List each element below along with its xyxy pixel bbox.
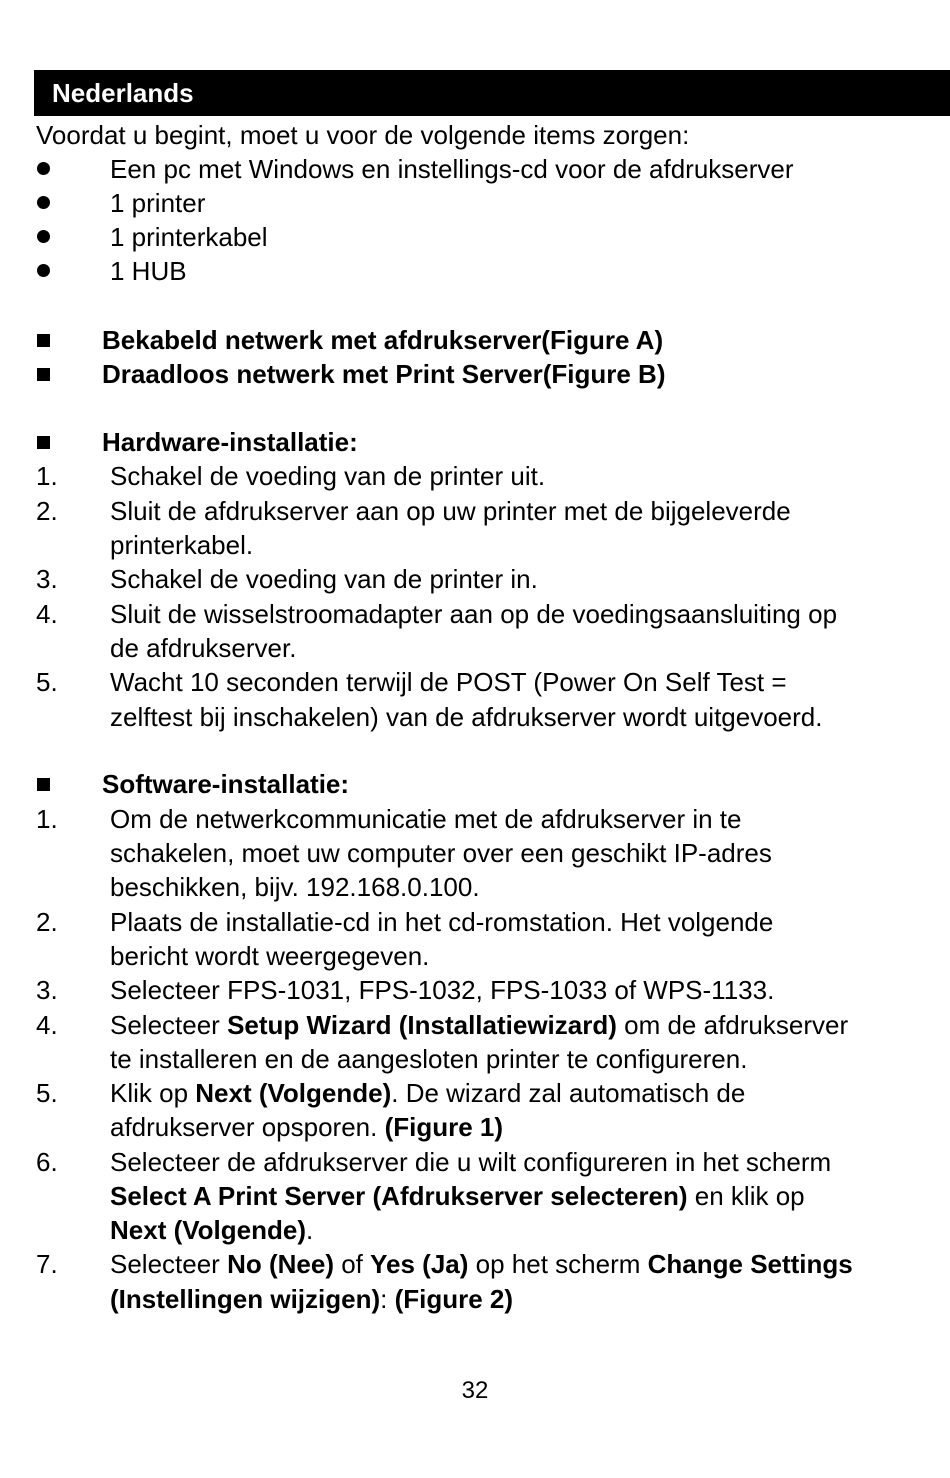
requirement-item: 1 printer <box>110 188 206 218</box>
step-number: 5. <box>36 1078 58 1108</box>
text-run: op het scherm <box>468 1249 648 1279</box>
software-step-text <box>110 1076 745 1110</box>
bullet-square-icon <box>37 334 50 347</box>
bullet-dot-icon <box>37 230 50 243</box>
network-item-wired: Bekabeld netwerk met afdrukserver(Figure A) <box>102 325 664 355</box>
software-step-text <box>110 1282 513 1316</box>
software-step-text <box>110 1008 848 1042</box>
figure-reference: (Figure 1) <box>384 1112 504 1142</box>
text-run: of <box>333 1249 371 1279</box>
figure-reference: (Figure 2) <box>394 1284 514 1314</box>
ui-term-setup-wizard: Setup Wizard (Installatiewizard) <box>227 1010 617 1040</box>
hardware-section-title: Hardware-installatie: <box>102 427 358 457</box>
hardware-step-text: Sluit de wisselstroomadapter aan op de voedingsaansluiting op <box>110 599 838 629</box>
software-step-text: beschikken, bijv. 192.168.0.100. <box>110 872 480 902</box>
software-step-text: Selecteer FPS-1031, FPS-1032, FPS-1033 of WPS-1133. <box>110 975 775 1005</box>
text-run: en klik op <box>687 1181 805 1211</box>
ui-term-yes: Yes (Ja) <box>370 1249 469 1279</box>
step-number: 2. <box>36 907 58 937</box>
hardware-step-text: de afdrukserver. <box>110 633 297 663</box>
ui-term-change-settings: Change Settings <box>647 1249 853 1279</box>
text-run: . De wizard zal automatisch de <box>391 1078 746 1108</box>
hardware-step-text: Schakel de voeding van de printer in. <box>110 564 538 594</box>
text-run: Selecteer <box>110 1249 228 1279</box>
hardware-step-text: zelftest bij inschakelen) van de afdrukserver wordt uitgevoerd. <box>110 702 823 732</box>
text-run: : <box>380 1284 395 1314</box>
step-number: 5. <box>36 667 58 697</box>
step-number: 6. <box>36 1147 58 1177</box>
text-run: Selecteer <box>110 1010 228 1040</box>
requirement-item: Een pc met Windows en instellings-cd voor de afdrukserver <box>110 154 794 184</box>
software-step-text: bericht wordt weergegeven. <box>110 941 430 971</box>
hardware-step-text: Schakel de voeding van de printer uit. <box>110 461 546 491</box>
hardware-step-text: Sluit de afdrukserver aan op uw printer met de bijgeleverde <box>110 496 791 526</box>
software-step-text <box>110 1213 313 1247</box>
ui-term-no: No (Nee) <box>227 1249 334 1279</box>
step-number: 3. <box>36 975 58 1005</box>
page-number: 32 <box>461 1377 489 1404</box>
hardware-step-text: printerkabel. <box>110 530 254 560</box>
software-step-text: Om de netwerkcommunicatie met de afdrukserver in te <box>110 804 742 834</box>
software-step-text <box>110 1247 853 1281</box>
text-run: afdrukserver opsporen. <box>110 1112 385 1142</box>
bullet-square-icon <box>37 436 50 449</box>
language-header <box>34 70 950 116</box>
requirement-item: 1 HUB <box>110 256 187 286</box>
intro-text: Voordat u begint, moet u voor de volgende items zorgen: <box>36 120 690 150</box>
step-number: 2. <box>36 496 58 526</box>
step-number: 1. <box>36 461 58 491</box>
ui-term-next: Next (Volgende) <box>195 1078 392 1108</box>
text-run: . <box>305 1215 314 1245</box>
bullet-square-icon <box>37 778 50 791</box>
text-run: om de afdrukserver <box>616 1010 849 1040</box>
step-number: 7. <box>36 1249 58 1279</box>
step-number: 1. <box>36 804 58 834</box>
step-number: 3. <box>36 564 58 594</box>
software-step-text: te installeren en de aangesloten printer te configureren. <box>110 1044 748 1074</box>
software-step-text: Selecteer de afdrukserver die u wilt configureren in het scherm <box>110 1147 832 1177</box>
network-item-wireless: Draadloos netwerk met Print Server(Figure B) <box>102 359 666 389</box>
hardware-step-text: Wacht 10 seconden terwijl de POST (Power On Self Test = <box>110 667 787 697</box>
bullet-dot-icon <box>37 264 50 277</box>
software-step-text <box>110 1110 503 1144</box>
bullet-dot-icon <box>37 162 50 175</box>
step-number: 4. <box>36 599 58 629</box>
ui-term-instellingen-wijzigen: (Instellingen wijzigen) <box>110 1284 381 1314</box>
step-number: 4. <box>36 1010 58 1040</box>
bullet-dot-icon <box>37 196 50 209</box>
software-section-title: Software-installatie: <box>102 769 350 799</box>
software-step-text: Plaats de installatie-cd in het cd-romstation. Het volgende <box>110 907 774 937</box>
text-run: Klik op <box>110 1078 196 1108</box>
ui-term-next: Next (Volgende) <box>110 1215 306 1245</box>
language-title: Nederlands <box>52 78 194 108</box>
bullet-square-icon <box>37 368 50 381</box>
ui-term-select-print-server: Select A Print Server (Afdrukserver selecteren) <box>110 1181 688 1211</box>
software-step-text: schakelen, moet uw computer over een geschikt IP-adres <box>110 838 772 868</box>
requirement-item: 1 printerkabel <box>110 222 268 252</box>
software-step-text <box>110 1179 805 1213</box>
